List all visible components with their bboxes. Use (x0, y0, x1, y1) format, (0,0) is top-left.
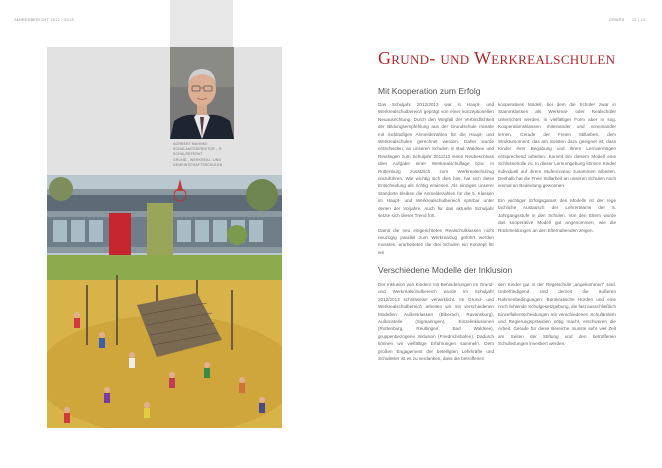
caption-role: GRUND-, WERKREAL- UND (173, 157, 222, 162)
schoolyard-playground-photo (47, 175, 282, 428)
paragraph: Das Schuljahr 2012/2013 war in Haupt- und Werkrealschulbereich geprägt von einer konzeptionellen Neuausrichtung. Durch den Wegfall der Verbindlichkeit der Bildungsempfehlung aus der Grundschule musste mit rückläufigen Anmeldezahlen für die Haupt- und Werkrealschulen gerechnet werden. Daher wurde entschieden, an unseren Schulen in Bad Waldsee und Reutlingen zum Schuljahr 2012/13 einen Neubeschluss über Aufgabe einer Werkrealschullage bzw. in Rottenburg zusätzlich zum Werkrealschulzug einzuführen. Wie wichtig sich dies hier, hat sich diese Entscheidung als richtig erwiesen. Als einziges unserer Standorte bleiben die Anmeldezahlen für die 5. Klassen im Haupt- und Werkrealschulbereich spürbar unter denen der Vorjahre. Auch für das aktuelle Schuljahr setzte sich dieser Trend fort. (378, 102, 494, 219)
gray-block-decoration (47, 47, 282, 175)
paragraph: Damit die neu eingerichteten Realschulklassen nicht neuzügig parallel zum Werkrealzug geführt werden mussten, erarbeiteten die drei Schulen ein Konzept für ein (378, 227, 494, 255)
paragraph: kooperatives Modell, bei dem die Schüler zwar in Stammklassen als Werkreal- oder Realschüler unterrichtet werden, in vielfältiger Form aber in sog. Kooperationsklassen miteinander und voneinander lernen. Gerade der Freien Stillarbeit, dem Struktumoment, das am meisten dazu geeignet ist, dass Kinder ihrer Begabung und ihrem Lernvermögen entsprechend arbeiten. Kommt bei diesem Modell eine Schlüsselrolle zu. In dieser Lernumgebung können Kinder individuell auf ihrem Stufenniveau zusammen arbeiten. Deshalb hat die Freie Stillarbeit an unseren Schulen noch einmal an Bedeutung gewonnen. (498, 102, 616, 189)
portrait-caption (173, 142, 233, 168)
paragraph: Der Inklusion von Kindern mit Behinderungen im Grund- und Werkrealschulbereich wurde im Schuljahr 2012/2013 schrittweise verwirklicht. Im Grund- und Werkrealschulbereich arbeiten wir mit verschiedenen Modellen: Außenklassen (Biberach, Ravensburg), Außenstelle (Sigmaringen), Einzelinklusionen (Rottenburg, Reutlingen, Bad Waldsee), gruppenbezogene Inklusion (Friedrichshafen). Dadurch können wir vielfältige Erfahrungen sammeln. Dem großen Engagement der beteiligten Lehrkräfte und Schulleiter ist es zu verdanken, dass die betroffenen (378, 282, 494, 362)
caption-role: SCHULAMTSDIREKTOR – R (173, 147, 222, 152)
text-column (498, 281, 616, 355)
portrait-photo (170, 47, 234, 139)
text-column (498, 101, 616, 241)
page-numbers: 12 | 13 (632, 18, 646, 22)
section-heading: Verschiedene Modelle der Inklusion (378, 265, 513, 275)
caption-role: SCHULREFERAT (173, 152, 203, 157)
running-header-left: JAHRESBERICHT 2012 / 2013 (14, 18, 74, 22)
section-heading: Mit Kooperation zum Erfolg (378, 86, 481, 96)
paragraph: Ein wichtiger Erfolgsgarant des Modells ist der rege fachliche Austausch der Lehrerteams der 5. Jahrgangsstufe in den Schulen. Von den Eltern wurde das kooperative Modell gut angenommen, wie die Rückmeldungen an den Elternabenden zeigen. (498, 197, 616, 233)
paragraph: den Kinder gut in der Regelschule „angekommen“ sind. Unbefriedigend sind derzeit die äußeren Rahmenbedingungen: Bürokratische Hürden und eine noch fehlende Schulgesetzgebung, die fast ausschließlich Einzelfallentscheidungen mit verschiedenen Schulämtern und Regierungspräsidien nötig macht, erschweren die Arbeit. Gerade für diese Bereiche musste sehr viel Zeit am Seiten der Stiftung und den betroffenen Schulleitungen investiert werden. (498, 282, 616, 347)
caption-role: GEMEINSCHAFTSSCHULEN (173, 162, 223, 167)
text-column (378, 281, 494, 369)
gray-strip-decoration (170, 0, 233, 47)
caption-name: NORBERT MAHNKE (173, 142, 208, 146)
running-header-label: GRWRS (609, 18, 625, 22)
text-column (378, 101, 494, 263)
page-title: Grund- und Werkrealschulen (378, 48, 616, 68)
